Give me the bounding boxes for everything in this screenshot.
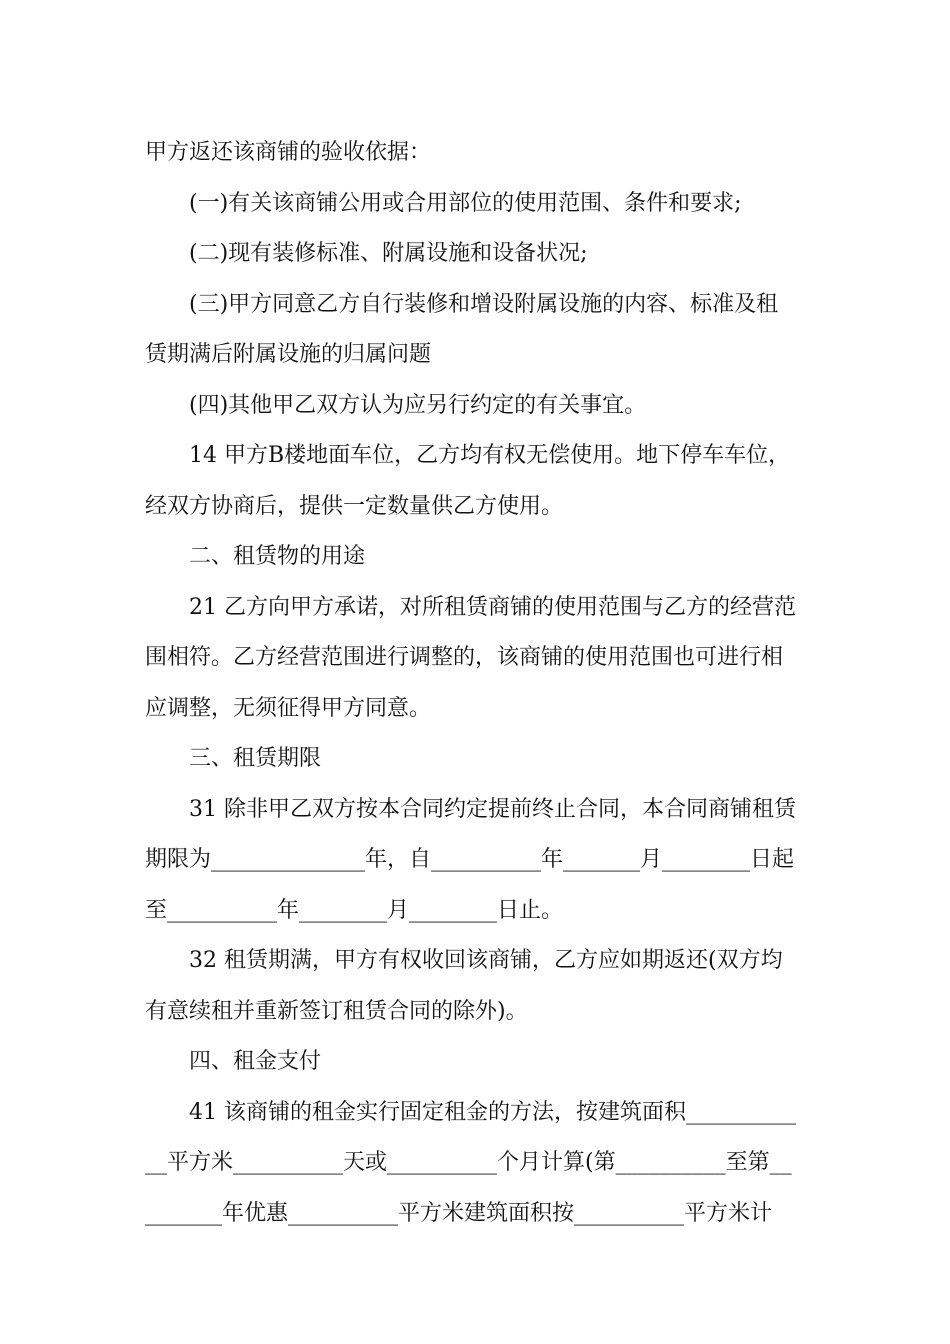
text-line: _______年优惠__________平方米建筑面积按__________平方米计 — [145, 1200, 773, 1226]
text-line: 有意续租并重新签订租赁合同的除外)。 — [145, 998, 528, 1024]
section-heading-purpose — [145, 532, 810, 583]
document-body — [145, 128, 810, 1239]
text-line: (四)其他甲乙双方认为应另行约定的有关事宜。 — [189, 392, 647, 418]
text-line: 31 除非甲乙双方按本合同约定提前终止合同，本合同商铺租赁 — [189, 796, 796, 822]
paragraph-acceptance-basis — [145, 128, 810, 179]
paragraph-clause-21 — [145, 583, 810, 735]
paragraph-item-2 — [145, 229, 810, 280]
text-line: (二)现有装修标准、附属设施和设备状况; — [189, 241, 588, 266]
section-heading-rent — [145, 1037, 810, 1088]
text-line: 14 甲方B楼地面车位，乙方均有权无偿使用。地下停车车位， — [189, 443, 791, 468]
text-line: 期限为______________年，自__________年_______月________日起 — [145, 847, 795, 872]
paragraph-item-1 — [145, 179, 810, 230]
text-line: 赁期满后附属设施的归属问题 — [145, 342, 432, 367]
text-line: 至__________年________月________日止。 — [145, 897, 564, 923]
section-heading: 三、租赁期限 — [189, 746, 322, 771]
text-line: 32 租赁期满，甲方有权收回该商铺，乙方应如期返还(双方均 — [189, 948, 783, 973]
text-line: 围相符。乙方经营范围进行调整的，该商铺的使用范围也可进行相 — [145, 645, 784, 670]
section-heading-term — [145, 734, 810, 785]
paragraph-clause-31 — [145, 785, 810, 937]
paragraph-item-4 — [145, 381, 810, 432]
text-line: __平方米__________天或__________个月计算(第__________至第__ — [145, 1150, 792, 1175]
text-line: 21 乙方向甲方承诺，对所租赁商铺的使用范围与乙方的经营范 — [189, 594, 796, 620]
text-line: 经双方协商后，提供一定数量供乙方使用。 — [145, 493, 564, 519]
text-line: (一)有关该商铺公用或合用部位的使用范围、条件和要求; — [189, 190, 742, 216]
section-heading: 二、租赁物的用途 — [189, 544, 366, 569]
text-line: 应调整，无须征得甲方同意。 — [145, 695, 432, 721]
section-heading: 四、租金支付 — [189, 1049, 322, 1074]
text-line: 甲方返还该商铺的验收依据： — [145, 140, 432, 165]
text-line: (三)甲方同意乙方自行装修和增设附属设施的内容、标准及租 — [189, 291, 779, 317]
paragraph-clause-32 — [145, 936, 810, 1037]
paragraph-item-3 — [145, 280, 810, 381]
text-line: 41 该商铺的租金实行固定租金的方法，按建筑面积__________ — [189, 1099, 796, 1125]
paragraph-clause-14 — [145, 431, 810, 532]
paragraph-clause-41 — [145, 1088, 810, 1240]
